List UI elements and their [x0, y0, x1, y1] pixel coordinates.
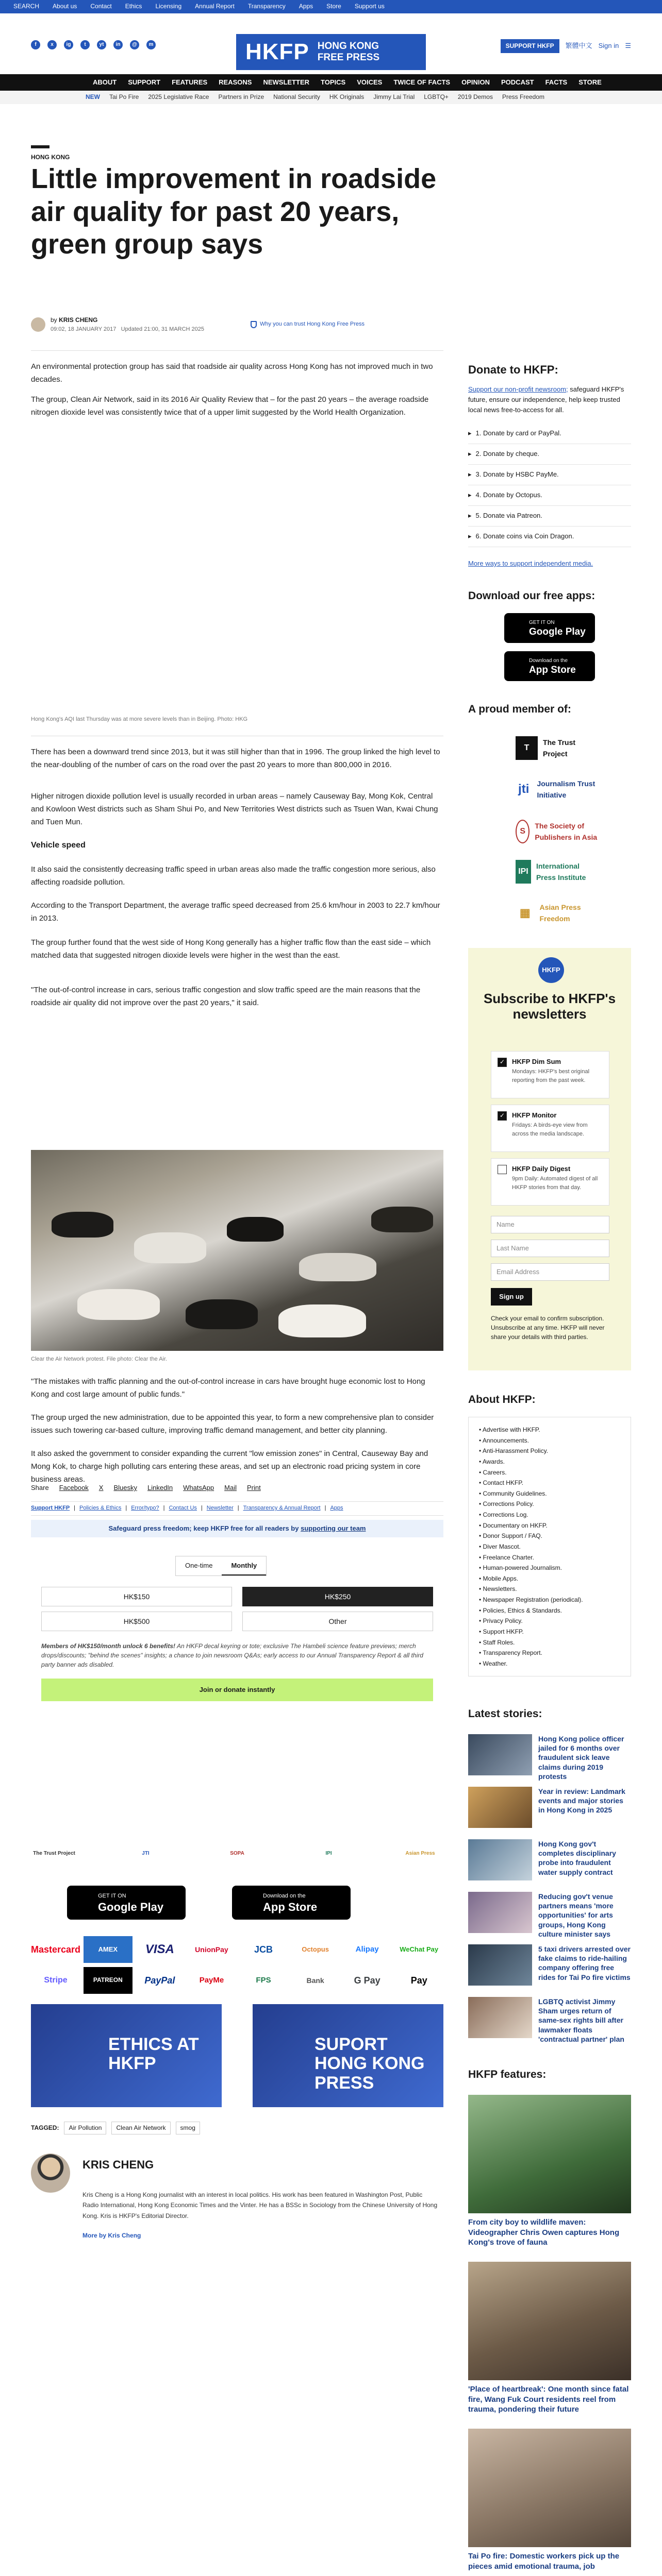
donation-widget [31, 1546, 443, 1850]
asian-press-icon: ▦ [519, 906, 531, 920]
topbar-annual-report[interactable]: Annual Report [195, 3, 235, 10]
newsletter-option-title: HKFP Monitor [512, 1111, 557, 1119]
chevron-right-icon: ▸ [468, 491, 472, 499]
member-name: International Press Institute [536, 861, 586, 882]
about-link[interactable]: • Documentary on HKFP. [479, 1520, 620, 1531]
story-title: 5 taxi drivers arrested over fake claims to ride-hailing company offering free rides for Tai Po fire victims [538, 1945, 631, 1981]
hkfp-logo[interactable] [236, 34, 426, 70]
stripe-logo: Stripe [44, 1976, 68, 1985]
chevron-right-icon: ▸ [468, 532, 472, 540]
amount-option[interactable]: HK$500 [41, 1612, 232, 1631]
about-link[interactable]: • Policies, Ethics & Standards. [479, 1605, 620, 1616]
feature-image [468, 2262, 631, 2380]
byline [31, 314, 443, 335]
article-paragraph: "The mistakes with traffic planning and the out-of-control increase in cars have brought huge economic lost to Hong Kong and cost large amount of public funds." [31, 1377, 425, 1399]
about-link[interactable]: • Corrections Log. [479, 1510, 620, 1520]
story-thumbnail [468, 1997, 532, 2038]
newsletter-option-daily-digest[interactable] [491, 1158, 609, 1206]
donate-option[interactable] [468, 485, 631, 506]
jti-icon: jti [518, 782, 529, 796]
about-link[interactable]: • Awards. [479, 1456, 620, 1467]
main-nav [0, 74, 662, 91]
feature-title: 'Place of heartbreak': One month since fatal fire, Wang Fuk Court residents reel from trauma, pondering their future [468, 2385, 629, 2414]
story-thumbnail [468, 1839, 532, 1880]
newsletter-logo: HKFP [538, 957, 564, 983]
amount-option[interactable]: HK$150 [41, 1587, 232, 1606]
feature-image [468, 2429, 631, 2547]
google-play-name: Google Play [98, 1900, 164, 1913]
footer-link[interactable]: Contact Us [169, 1505, 197, 1511]
about-link[interactable]: • Transparency Report. [479, 1648, 620, 1658]
utility-bar [0, 0, 662, 13]
story-title: Hong Kong police officer jailed for 6 months over fraudulent sick leave claims during 2019 protests [538, 1735, 624, 1781]
donate-option-label: 3. Donate by HSBC PayMe. [475, 470, 559, 479]
sopa-member[interactable] [516, 815, 598, 848]
share-facebook[interactable]: Facebook [59, 1484, 89, 1492]
article-paragraph: The group further found that the west side of Hong Kong generally has a higher traffic flow than the east side – which matched data that suggested nitrogen dioxide levels were higher in the west than the east. [31, 938, 431, 960]
about-link[interactable]: • Announcements. [479, 1435, 620, 1446]
chevron-right-icon: ▸ [468, 512, 472, 520]
latest-story[interactable] [468, 1944, 631, 1991]
apps-title: Download our free apps: [468, 590, 595, 602]
article-paragraph: It also asked the government to consider expanding the current "low emission zones" in Central, Causeway Bay and Mong Kok, to charge high polluting cars entering these areas, and set up an electronic road pricing system in core business areas. [31, 1449, 428, 1484]
apple-pay-logo [394, 1967, 443, 1994]
shield-icon [251, 321, 257, 328]
why-trust-label: Why you can trust Hong Kong Free Press [260, 321, 365, 328]
email-icon[interactable]: @ [130, 40, 139, 49]
article-paragraph: According to the Transport Department, the average traffic speed decreased from 25.6 km/hour in 2003 to 22.7 km/hour in 2013. [31, 901, 440, 923]
fps-logo: FPS [256, 1976, 271, 1985]
join-button[interactable]: Join or donate instantly [41, 1679, 433, 1701]
about-link[interactable]: • Corrections Policy. [479, 1499, 620, 1510]
author-link[interactable]: KRIS CHENG [59, 316, 98, 324]
sopa-icon: S [516, 820, 529, 843]
asian-press-member[interactable] [516, 896, 598, 929]
alipay-logo: Alipay [355, 1945, 379, 1954]
image-caption: Hong Kong's AQI last Thursday was at more severe levels than in Beijing. Photo: HKG [31, 716, 248, 722]
trending-item[interactable]: 2025 Legislative Race [148, 93, 209, 101]
topbar-store[interactable]: Store [326, 3, 341, 10]
footer-link[interactable]: Apps [330, 1505, 343, 1511]
about-link[interactable]: • Community Guidelines. [479, 1488, 620, 1499]
payment-methods [31, 1936, 443, 1994]
nav-reasons[interactable]: REASONS [219, 78, 252, 86]
member-benefits-title: Members of HK$150/month unlock 6 benefits! [41, 1642, 176, 1650]
nav-twice[interactable]: TWICE OF FACTS [393, 78, 451, 86]
kicker-rule [31, 145, 49, 148]
payme-logo: PayMe [199, 1976, 224, 1985]
proud-member-title: A proud member of: [468, 703, 571, 715]
donate-option[interactable] [468, 465, 631, 485]
article-headline: Little improvement in roadside air quality for past 20 years, green group says [31, 163, 437, 260]
safeguard-link[interactable]: supporting our team [301, 1524, 366, 1532]
nav-about[interactable]: ABOUT [93, 78, 117, 86]
footer-link[interactable]: Policies & Ethics [79, 1505, 122, 1511]
bank-transfer-logo: Bank [306, 1976, 324, 1985]
amex-logo: AMEX [84, 1936, 133, 1963]
threads-icon[interactable]: t [80, 40, 90, 49]
nav-opinion[interactable]: OPINION [461, 78, 490, 86]
app-store-top: Download on the [263, 1893, 306, 1900]
feature-story[interactable] [468, 2095, 631, 2248]
story-title: Hong Kong gov't completes disciplinary probe into fraudulent water supply contract [538, 1840, 616, 1876]
divider [31, 350, 443, 351]
support-hkfp-button[interactable]: SUPPORT HKFP [501, 39, 559, 53]
chevron-right-icon: ▸ [468, 470, 472, 479]
first-name-input[interactable]: Name [491, 1216, 609, 1233]
safeguard-text: Safeguard press freedom; keep HKFP free for all readers by [108, 1524, 299, 1532]
newsletter-option-title: HKFP Dim Sum [512, 1058, 561, 1065]
site-header [0, 13, 662, 74]
donate-option-label: 2. Donate by cheque. [475, 450, 540, 458]
about-link[interactable]: • Diver Mascot. [479, 1541, 620, 1552]
trending-item[interactable]: Jimmy Lai Trial [373, 93, 415, 101]
sidebar-google-play-top: GET IT ON [529, 620, 555, 626]
article-paragraph: The group urged the new administration, due to be appointed this year, to form a new comprehensive plan to consider issues such towering car-based culture, improving traffic demand management, and better city planning. [31, 1413, 434, 1435]
topbar-apps[interactable]: Apps [299, 3, 313, 10]
topbar-licensing[interactable]: Licensing [155, 3, 182, 10]
x-icon[interactable]: x [47, 40, 57, 49]
trending-new-label: NEW [86, 93, 100, 101]
mastercard-logo: Mastercard [31, 1944, 81, 1955]
story-title: Reducing gov't venue partners means 'more opportunities' for arts groups, Hong Kong culture minister says [538, 1892, 614, 1938]
topbar-contact[interactable]: Contact [90, 3, 112, 10]
updated-date: Updated 21:00, 31 MARCH 2025 [121, 326, 205, 332]
asian-press-logo[interactable]: Asian Press [405, 1851, 435, 1856]
footer-link[interactable]: Transparency & Annual Report [243, 1505, 321, 1511]
octopus-logo: Octopus [302, 1945, 329, 1953]
share-print[interactable]: Print [246, 1484, 261, 1492]
story-thumbnail [468, 1787, 532, 1828]
share-mail[interactable]: Mail [224, 1484, 237, 1492]
jti-logo[interactable]: JTI [142, 1851, 150, 1856]
donate-option[interactable] [468, 506, 631, 527]
about-link[interactable]: • Human-powered Journalism. [479, 1563, 620, 1573]
donate-option-label: 5. Donate via Patreon. [475, 512, 542, 520]
more-ways-link[interactable]: More ways to support independent media. [468, 560, 593, 567]
nav-voices[interactable]: VOICES [357, 78, 383, 86]
tag[interactable]: Air Pollution [64, 2122, 106, 2134]
trending-item[interactable]: LGBTQ+ [424, 93, 449, 101]
story-thumbnail [468, 1892, 532, 1933]
author-photo[interactable] [31, 2154, 70, 2193]
feature-title: Tai Po fire: Domestic workers pick up the pieces amid emotional trauma, job [468, 2552, 620, 2571]
latest-story[interactable] [468, 1839, 631, 1886]
donate-option[interactable] [468, 423, 631, 444]
app-store-name: App Store [263, 1900, 318, 1913]
newsletter-option-monitor[interactable] [491, 1105, 609, 1152]
trending-item[interactable]: National Security [273, 93, 320, 101]
topbar-transparency[interactable]: Transparency [247, 3, 286, 10]
story-title: LGBTQ activist Jimmy Sham urges return of same-sex rights bill after lawmaker floats 'contractual partner' plan [538, 1997, 624, 2043]
latest-stories-title: Latest stories: [468, 1708, 542, 1720]
checkbox-checked-icon[interactable]: ✓ [498, 1111, 507, 1121]
frequency-toggle [175, 1556, 267, 1576]
author-avatar[interactable] [31, 317, 45, 332]
about-link[interactable]: • Weather. [479, 1658, 620, 1669]
nav-facts[interactable]: FACTS [545, 78, 568, 86]
article-footer-links: Support HKFP | Policies & Ethics | Error/typo? | Contact Us | Newsletter | Transparency & Annual Report | Apps [31, 1501, 443, 1516]
donate-option-label: 1. Donate by card or PayPal. [475, 429, 561, 437]
logo-mark: HKFP [245, 39, 309, 64]
trending-item[interactable]: Press Freedom [502, 93, 544, 101]
donate-option[interactable] [468, 527, 631, 547]
story-title: Year in review: Landmark events and major stories in Hong Kong in 2025 [538, 1787, 625, 1815]
latest-story[interactable] [468, 1734, 631, 1781]
footer-link[interactable]: Newsletter [206, 1505, 234, 1511]
latest-story[interactable] [468, 1997, 631, 2043]
signin-link[interactable]: Sign in [598, 42, 619, 50]
facebook-icon[interactable]: f [31, 40, 40, 49]
member-benefits [41, 1641, 433, 1669]
sopa-logo[interactable]: SOPA [230, 1851, 244, 1856]
sidebar-app-store-badge[interactable] [504, 651, 595, 681]
member-name: Asian Press Freedom [539, 903, 581, 923]
about-link[interactable]: • Privacy Policy. [479, 1616, 620, 1626]
donate-title: Donate to HKFP: [468, 363, 558, 376]
about-link[interactable]: • Newspaper Registration (periodical). [479, 1595, 620, 1605]
tag[interactable]: smog [176, 2122, 200, 2134]
share-bar [31, 1483, 261, 1494]
topbar-about[interactable]: About us [53, 3, 77, 10]
donate-intro-link[interactable]: Support our non-profit newsroom; [468, 385, 568, 393]
nav-topics[interactable]: TOPICS [321, 78, 346, 86]
newsletter-option-title: HKFP Daily Digest [512, 1165, 571, 1173]
about-link[interactable]: • Support HKFP. [479, 1626, 620, 1637]
latest-story[interactable] [468, 1787, 631, 1833]
author-bio: Kris Cheng is a Hong Kong journalist with an interest in local politics. His work has been featured in Washington Post, Public Radio International, Hong Kong Economic Times and the Vinter. He has a BSSc in Sociology from the Chinese University of Hong Kong. Kris is HKFP's Editorial Director. [82, 2191, 438, 2219]
article-image-placeholder [31, 460, 443, 707]
membership-logos [31, 1844, 443, 1863]
safeguard-banner [31, 1520, 443, 1537]
about-link[interactable]: • Staff Roles. [479, 1637, 620, 1648]
unionpay-logo: UnionPay [195, 1945, 228, 1954]
member-name: Journalism Trust Initiative [537, 779, 595, 799]
signup-button[interactable]: Sign up [491, 1288, 532, 1306]
trending-item[interactable]: 2019 Demos [457, 93, 493, 101]
linkedin-icon[interactable]: in [113, 40, 123, 49]
footer-link[interactable]: Error/typo? [131, 1505, 159, 1511]
donate-option-label: 6. Donate coins via Coin Dragon. [475, 532, 574, 540]
article-kicker[interactable]: HONG KONG [31, 154, 70, 161]
trending-item[interactable]: Partners in Prize [218, 93, 264, 101]
article-paragraph: An environmental protection group has said that roadside air quality across Hong Kong has not improved much in two decades. [31, 362, 433, 384]
protest-photo [31, 1150, 443, 1351]
article-paragraph: "The out-of-control increase in cars, serious traffic congestion and slow traffic speed are the main reasons that the roadside air quality did not improve over the past 20 years," it said. [31, 986, 421, 1007]
freq-one-time[interactable]: One-time [185, 1562, 213, 1569]
sidebar-google-play-name: Google Play [529, 626, 586, 638]
donate-intro-text: safeguard HKFP's future, ensure our independence, help keep trusted local news free-to-access for all. [468, 385, 624, 414]
author-box [31, 2154, 443, 2262]
ipi-member[interactable] [516, 855, 598, 888]
amount-option-other[interactable]: Other [242, 1612, 433, 1631]
topbar-search[interactable]: SEARCH [13, 3, 40, 10]
checkbox-empty-icon[interactable] [498, 1165, 507, 1174]
feature-story[interactable] [468, 2262, 631, 2415]
chevron-right-icon: ▸ [468, 450, 472, 458]
about-link[interactable]: • Contact HKFP. [479, 1478, 620, 1488]
trust-project-logo[interactable]: The Trust Project [33, 1851, 75, 1856]
google-play-badge[interactable] [67, 1886, 186, 1920]
logo-name-line2: FREE PRESS [317, 52, 380, 63]
about-link[interactable]: • Donor Support / FAQ. [479, 1531, 620, 1541]
more-by-author-link[interactable]: More by Kris Cheng [82, 2232, 141, 2239]
freq-monthly[interactable]: Monthly [222, 1556, 266, 1575]
ethics-promo-title: ETHICS AT HKFP [108, 2035, 199, 2074]
sidebar-app-store-name: App Store [529, 665, 576, 676]
topbar-ethics[interactable]: Ethics [125, 3, 142, 10]
share-whatsapp[interactable]: WhatsApp [183, 1484, 214, 1492]
trending-item[interactable]: HK Originals [329, 93, 365, 101]
instagram-icon[interactable]: ig [64, 40, 73, 49]
about-title: About HKFP: [468, 1394, 536, 1405]
nav-features[interactable]: FEATURES [172, 78, 208, 86]
last-name-input[interactable]: Last Name [491, 1240, 609, 1257]
feature-title: From city boy to wildlife maven: Videographer Chris Owen captures Hong Kong's trove of fauna [468, 2218, 620, 2247]
ipi-logo[interactable]: IPI [325, 1851, 332, 1856]
nav-newsletter[interactable]: NEWSLETTER [263, 78, 310, 86]
article-paragraph: Higher nitrogen dioxide pollution level is usually recorded in urban areas – namely Causeway Bay, Mong Kok, Central and Kowloon West districts such as Sham Shui Po, and New Territories West districts such as Tsuen Wan, Kwai Chung and Tuen Mun. [31, 792, 438, 826]
tag-list [31, 2122, 200, 2134]
topbar-support[interactable]: Support us [354, 3, 385, 10]
trust-project-icon: T [516, 736, 538, 760]
trust-project-member[interactable] [516, 732, 598, 765]
mastodon-icon[interactable]: m [146, 40, 156, 49]
latest-story[interactable] [468, 1892, 631, 1938]
checkbox-checked-icon[interactable]: ✓ [498, 1058, 507, 1067]
donate-option-label: 4. Donate by Octopus. [475, 491, 542, 499]
jcb-logo: JCB [254, 1944, 273, 1955]
story-thumbnail [468, 1944, 532, 1986]
visa-logo: VISA [145, 1942, 174, 1956]
newsletter-note: Check your email to confirm subscription. Unsubscribe at any time. HKFP will never share your details with third parties. [491, 1315, 605, 1341]
nav-podcast[interactable]: PODCAST [501, 78, 534, 86]
jti-member[interactable] [516, 773, 598, 806]
newsletter-option-dim-sum[interactable] [491, 1051, 609, 1098]
about-link[interactable]: • Newsletters. [479, 1584, 620, 1595]
share-linkedin[interactable]: LinkedIn [147, 1484, 173, 1492]
features-title: HKFP features: [468, 2069, 547, 2080]
social-links [31, 40, 156, 49]
share-x[interactable]: X [98, 1484, 104, 1492]
newsletter-option-desc: 9pm Daily: Automated digest of all HKFP stories from that day. [512, 1175, 598, 1191]
language-link[interactable]: 繁體中文 [565, 42, 592, 50]
logo-name-line1: HONG KONG [317, 41, 379, 52]
tagged-label: TAGGED: [31, 2124, 59, 2131]
ipi-icon: IPI [516, 860, 531, 884]
support-promo-title: SUPORT HONG KONG PRESS [315, 2035, 425, 2093]
donate-intro [468, 384, 631, 415]
image-caption: Clear the Air Network protest. File photo: Clear the Air. [31, 1356, 168, 1362]
donate-option[interactable] [468, 444, 631, 465]
sidebar-app-store-top: Download on the [529, 658, 568, 664]
support-promo[interactable] [253, 2004, 443, 2107]
menu-icon[interactable]: ☰ [625, 42, 631, 50]
nav-support[interactable]: SUPPORT [128, 78, 161, 86]
section-heading: Vehicle speed [31, 841, 86, 850]
about-links [468, 1417, 631, 1676]
tag[interactable]: Clean Air Network [111, 2122, 170, 2134]
publish-date: 09:02, 18 JANUARY 2017 [51, 326, 117, 332]
article-paragraph: There has been a downward trend since 2013, but it was still higher than that in 1996. The group linked the high level to the near-doubling of the number of cars on the road over the past 20 years to more than 800,000 in 2016. [31, 748, 440, 769]
paypal-logo: PayPal [144, 1975, 175, 1986]
member-benefits-text: An HKFP decal keyring or tote; exclusive The Hambeli science feature previews; merch drops/discounts; "behind the scenes" insights; a chance to join newsroom Q&As; early access to our Annual Transparency Report & all third party banner ads disabled. [41, 1642, 423, 1668]
email-input[interactable]: Email Address [491, 1263, 609, 1281]
share-bluesky[interactable]: Bluesky [113, 1484, 137, 1492]
support-hkfp-link[interactable]: Support HKFP [31, 1505, 70, 1511]
youtube-icon[interactable]: yt [97, 40, 106, 49]
member-name: The Trust Project [543, 738, 576, 758]
amount-option-selected[interactable]: HK$250 [242, 1587, 433, 1606]
apple-pay-text: Pay [410, 1975, 427, 1986]
about-link[interactable]: • Careers. [479, 1467, 620, 1478]
author-name[interactable]: KRIS CHENG [82, 2158, 154, 2171]
share-label: Share [31, 1484, 49, 1492]
google-play-top: GET IT ON [98, 1893, 126, 1900]
why-trust-link[interactable] [251, 320, 365, 329]
newsletter-option-desc: Fridays: A birds-eye view from across the media landscape. [512, 1122, 588, 1138]
google-pay-logo: G Pay [354, 1975, 380, 1986]
story-thumbnail [468, 1734, 532, 1775]
article-paragraph: The group, Clean Air Network, said in its 2016 Air Quality Review that – for the past 20 years – the average roadside nitrogen dioxide level was consistently twice that of a upper limit suggested by the World Health Organization. [31, 395, 429, 417]
ethics-promo[interactable] [31, 2004, 222, 2107]
newsletter-title: Subscribe to HKFP's newsletters [483, 991, 616, 1022]
newsletter-signup [468, 948, 631, 1370]
about-link[interactable]: • Anti-Harassment Policy. [479, 1446, 620, 1456]
nav-store[interactable]: STORE [578, 78, 602, 86]
chevron-right-icon: ▸ [468, 429, 472, 437]
patreon-logo: PATREON [84, 1967, 133, 1994]
wechat-pay-logo: WeChat Pay [400, 1945, 439, 1953]
header-actions [501, 39, 631, 53]
member-name: The Society of Publishers in Asia [535, 821, 598, 841]
app-store-badges [67, 1886, 351, 1920]
newsletter-option-desc: Mondays: HKFP's best original reporting from the past week. [512, 1068, 590, 1084]
by-prefix: by [51, 316, 57, 324]
trending-nav [0, 91, 662, 104]
about-link[interactable]: • Freelance Charter. [479, 1552, 620, 1563]
app-store-badge[interactable] [232, 1886, 351, 1920]
sidebar-google-play-badge[interactable] [504, 613, 595, 643]
feature-story[interactable] [468, 2429, 631, 2571]
trending-item[interactable]: Tai Po Fire [109, 93, 139, 101]
article-paragraph: It also said the consistently decreasing traffic speed in urban areas also made the traffic congestion more serious, also affecting roadside pollution. [31, 865, 436, 887]
about-link[interactable]: • Advertise with HKFP. [479, 1425, 620, 1435]
feature-image [468, 2095, 631, 2213]
logo-name [318, 41, 379, 63]
about-link[interactable]: • Mobile Apps. [479, 1573, 620, 1584]
